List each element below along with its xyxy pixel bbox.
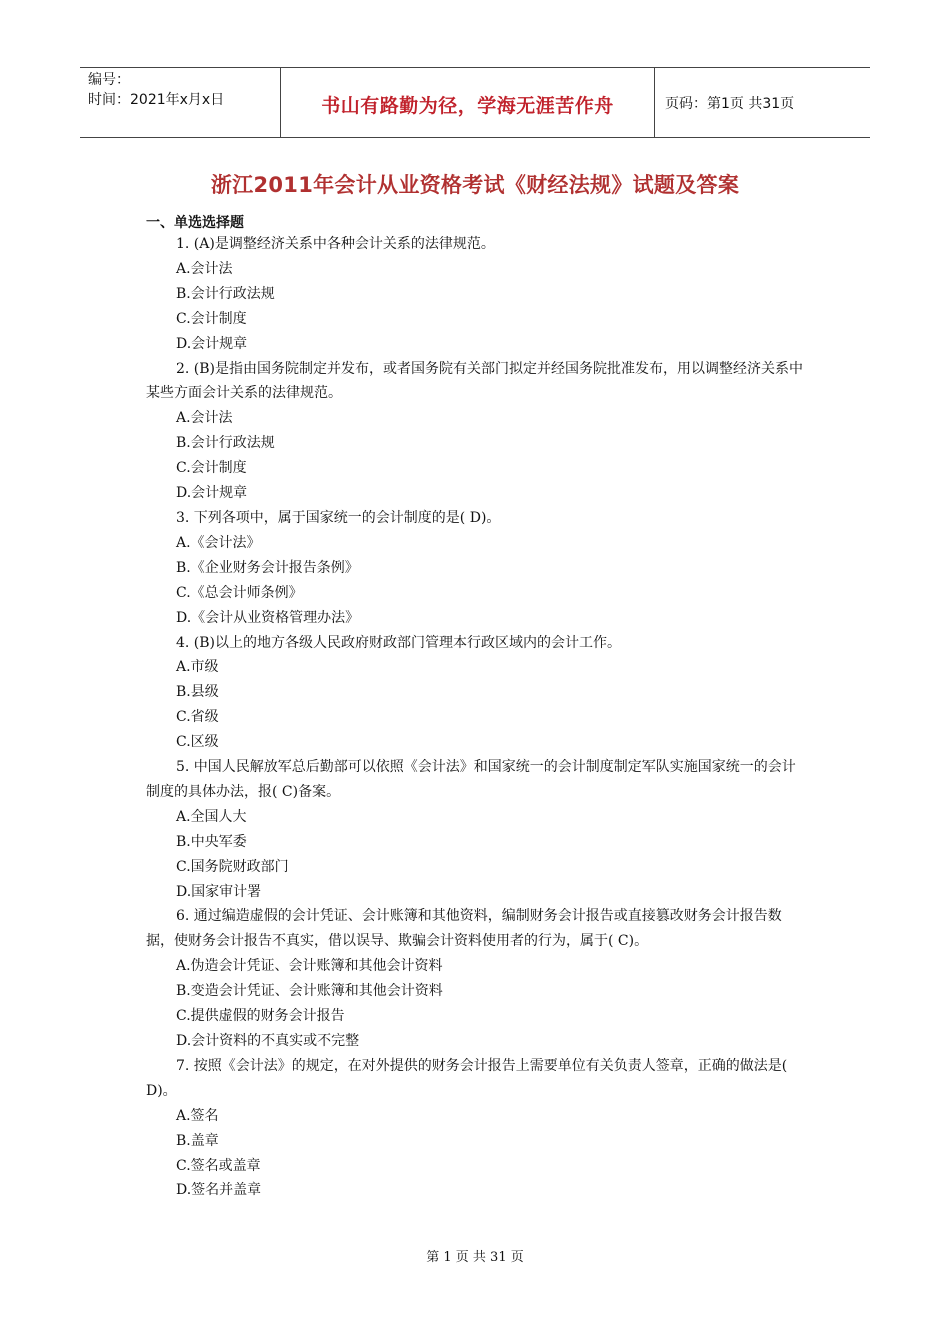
page-footer: 第 1 页 共 31 页: [426, 1250, 524, 1265]
option: B.县级: [176, 684, 219, 701]
option: B.盖章: [176, 1132, 219, 1149]
section-title: 一、单选选择题: [146, 215, 244, 231]
question-item: [146, 357, 806, 506]
option: D.会计规章: [176, 485, 248, 502]
option: A.会计法: [176, 260, 233, 277]
option: A.伪造会计凭证、会计账簿和其他会计资料: [176, 958, 443, 975]
question-item: [146, 232, 806, 357]
question-item: [146, 1054, 806, 1203]
number-label: 编号：: [88, 72, 130, 88]
question-item: [146, 904, 806, 1053]
option: C.区级: [176, 734, 219, 751]
option: C.会计制度: [176, 310, 247, 327]
option: A.《会计法》: [176, 534, 261, 551]
option: D.国家审计署: [176, 883, 262, 900]
question-list: [146, 232, 806, 1203]
question-stem: 7. 按照《会计法》的规定，在对外提供的财务会计报告上需要单位有关负责人签章，正确的做法是( D)。: [146, 1057, 788, 1099]
header-meta-cell: [80, 68, 281, 137]
question-item: [146, 506, 806, 631]
question-stem: 3. 下列各项中，属于国家统一的会计制度的是( D)。: [176, 509, 501, 526]
option: D.签名并盖章: [176, 1182, 262, 1199]
header-motto-cell: [281, 68, 655, 137]
page-info: 页码：第1页 共31页: [665, 95, 795, 112]
option: D.会计规章: [176, 335, 248, 352]
option: C.国务院财政部门: [176, 858, 289, 875]
question-item: [146, 631, 806, 756]
motto-text: 书山有路勤为径，学海无涯苦作舟: [321, 95, 614, 117]
option: B.会计行政法规: [176, 435, 275, 452]
option: A.全国人大: [176, 808, 247, 825]
option: A.签名: [176, 1107, 219, 1124]
question-item: [146, 755, 806, 904]
option: C.签名或盖章: [176, 1157, 261, 1174]
option: B.变造会计凭证、会计账簿和其他会计资料: [176, 983, 443, 1000]
header-table: [80, 67, 870, 138]
question-stem: 2. (B)是指由国务院制定并发布，或者国务院有关部门拟定并经国务院批准发布，用以调整经济关系中某些方面会计关系的法律规范。: [146, 360, 804, 402]
option: A.市级: [176, 659, 219, 676]
option: C.《总会计师条例》: [176, 584, 303, 601]
document-title: 浙江2011年会计从业资格考试《财经法规》试题及答案: [210, 173, 740, 197]
option: C.提供虚假的财务会计报告: [176, 1008, 345, 1025]
question-stem: 6. 通过编造虚假的会计凭证、会计账簿和其他资料，编制财务会计报告或直接篡改财务会计报告数据，使财务会计报告不真实，借以误导、欺骗会计资料使用者的行为，属于( C)。: [146, 908, 782, 950]
option: D.会计资料的不真实或不完整: [176, 1033, 360, 1049]
header-page-cell: [655, 68, 870, 137]
option: B.会计行政法规: [176, 285, 275, 302]
option: A.会计法: [176, 410, 233, 427]
option: B.《企业财务会计报告条例》: [176, 559, 359, 576]
question-stem: 5. 中国人民解放军总后勤部可以依照《会计法》和国家统一的会计制度制定军队实施国家统一的会计制度的具体办法，报( C)备案。: [146, 759, 796, 800]
question-stem: 1. (A)是调整经济关系中各种会计关系的法律规范。: [176, 236, 495, 252]
option: B.中央军委: [176, 833, 247, 850]
option: C.会计制度: [176, 460, 247, 477]
question-stem: 4. (B)以上的地方各级人民政府财政部门管理本行政区域内的会计工作。: [176, 634, 622, 651]
time-label: 时间：2021年x月x日: [88, 92, 225, 108]
option: C.省级: [176, 709, 219, 726]
option: D.《会计从业资格管理办法》: [176, 609, 360, 626]
